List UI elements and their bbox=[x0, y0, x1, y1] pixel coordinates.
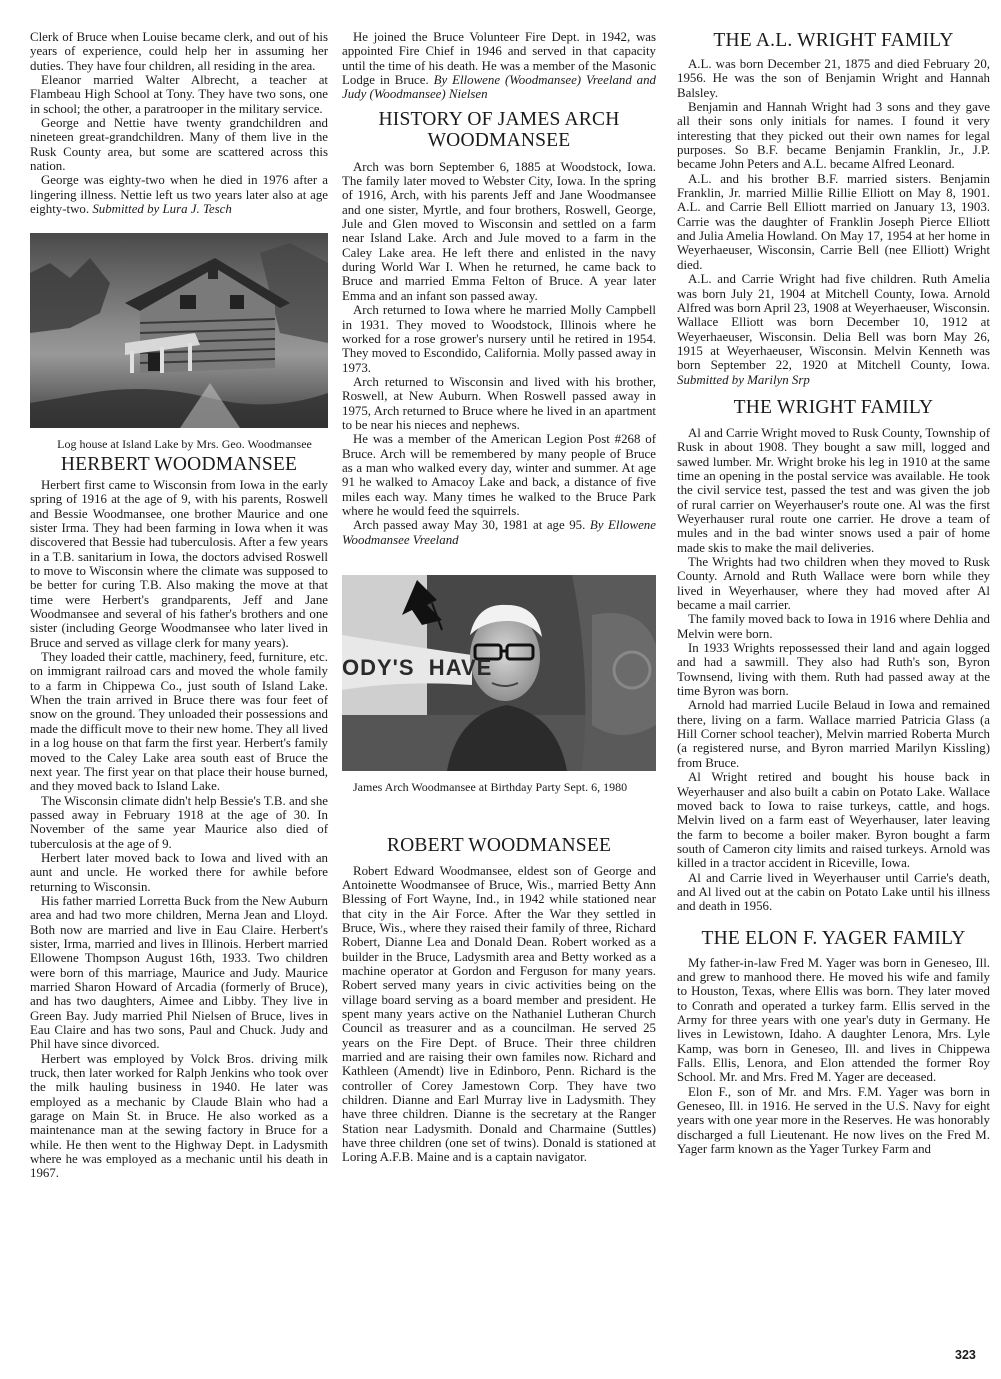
paragraph: Clerk of Bruce when Louise became clerk, and out of his years of experience, could help her in assuming her duties. They have four children, all residing in the area. bbox=[30, 30, 328, 73]
paragraph: George and Nettie have twenty grandchildren and nineteen great-grandchildren. Many of them live in the Rusk County area, but some are scattered across this nation. bbox=[30, 116, 328, 174]
section-heading: THE ELON F. YAGER FAMILY bbox=[701, 927, 966, 949]
paragraph bbox=[342, 518, 656, 547]
section-heading: HERBERT WOODMANSEE bbox=[60, 453, 298, 475]
paragraph: My father-in-law Fred M. Yager was born in Geneseo, Ill. and grew to manhood there. He moved his wife and family to Houston, Texas, where Ellis was born. They later moved to Conrath and operated a turkey farm. Ellis served in the Army for three years with one year's duty in Germany. He lives in Lewistown, Idaho. A daughter Lenora, Mrs. Lyle Kamp, was born in Geneseo, Ill. and lives in Chippewa Falls. Ellis, Lenora, and Elon attended the former Roy School. Mr. and Mrs. Fred M. Yager are deceased. bbox=[677, 955, 990, 1085]
section-heading: ROBERT WOODMANSEE bbox=[386, 834, 612, 856]
paragraph: The Wisconsin climate didn't help Bessie's T.B. and she passed away in February 1918 at the age of 30. In November of the same year Maurice also died of tuberculosis at the age of 9. bbox=[30, 793, 328, 851]
column-3 bbox=[677, 30, 990, 1156]
section-heading: THE WRIGHT FAMILY bbox=[733, 396, 934, 418]
paragraph: The Wrights had two children when they moved to Rusk County. Arnold and Ruth Wallace were born while they lived in Weyerhauser, where they had moved after Al became a mail carrier. bbox=[677, 555, 990, 613]
paragraph: They loaded their cattle, machinery, feed, furniture, etc. on immigrant railroad cars and moved the whole family to a farm in Chippewa Co., just south of Island Lake. When the train arrived in Bruce there was four feet of snow on the ground. They unloaded their possessions and made the difficult move to their new home. They all lived in a log house on that farm the first year. Herbert's family moved to the Caley Lake area south east of Bruce the next year. The first year on that place their house burned, and they moved back to Island Lake. bbox=[30, 650, 328, 794]
paragraph: Robert Edward Woodmansee, eldest son of George and Antoinette Woodmansee of Bruce, Wis., married Betty Ann Blessing of Fort Wayne, Ind., in 1942 while stationed near that city in the Air Force. After the War they settled in Bruce, Wis., where they raised their family of three, Richard Robert, Dianne Lea and Donald Dean. Robert worked as a builder in the Bruce, Ladysmith area and Betty worked as a machine operator at Gordon and Ferguson for many years. Robert served many years in civic activities being on the village board serving as a board member and president. He spent many years active on the Nathaniel Lutheran Church Council as treasurer and as a councilman. He served 25 years on the Fire Dept. of Bruce. Their three children married and are raising their own familes now. Richard and Kathleen (Amendt) live in Edinboro, Penn. Richard is the controller of Corey Jamestown Corp. They have two children. Dianne and Earl Murray live in Ladysmith. They have three children. Dianne is the secretary at the Ranger Station near Ladysmith. Donald and Charmaine (Suttles) have three children (one set of twins). Donald is stationed at Loring A.F.B. Maine and is a captain navigator. bbox=[342, 863, 656, 1165]
paragraph: Al Wright retired and bought his house back in Weyerhauser and also built a cabin on Potato Lake. Wallace moved back to Iowa to raise turkeys, cattle, and hogs. Melvin lived on a farm east of Weyerhauser, later leaving the farm to become a boiler maker. Byron bought a farm south of Cameron city limits and raised turkeys. Arnold was killed in a tractor accident in Riceville, Iowa. bbox=[677, 770, 990, 871]
paragraph: In 1933 Wrights repossessed their land and again logged and had a sawmill. They also had Ruth's son, Byron Townsend, living with them. Ruth had passed away at the time Byron was born. bbox=[677, 641, 990, 699]
photo-caption: Log house at Island Lake by Mrs. Geo. Woodmansee bbox=[57, 437, 312, 452]
paragraph: Eleanor married Walter Albrecht, a teacher at Flambeau High School at Tony. They have two sons, one in school; the other, a paratrooper in the military service. bbox=[30, 73, 328, 116]
section-heading: HISTORY OF JAMES ARCH WOODMANSEE bbox=[378, 108, 620, 151]
byline: Submitted by Marilyn Srp bbox=[677, 372, 810, 387]
paragraph bbox=[342, 30, 656, 102]
paragraph: He was a member of the American Legion Post #268 of Bruce. Arch will be remembered by many people of Bruce as a man who walked every day, winter and summer. At age 91 he walked to Amacoy Lake and back, a distance of five miles each way. Many times he walked to the Bruce Park where he would feed the squirrels. bbox=[342, 432, 656, 518]
paragraph-text: Arch passed away May 30, 1981 at age 95. bbox=[353, 518, 586, 533]
photo-caption: James Arch Woodmansee at Birthday Party Sept. 6, 1980 bbox=[353, 780, 628, 794]
log-house-photo bbox=[30, 233, 328, 428]
byline: By Ellowene (Woodmansee) Vreeland and Judy (Woodmansee) Nielsen bbox=[342, 73, 656, 102]
byline: Submitted by Lura J. Tesch bbox=[92, 202, 232, 217]
byline: By Ellowene Woodmansee Vreeland bbox=[342, 518, 656, 547]
paragraph bbox=[677, 272, 990, 387]
paragraph: Elon F., son of Mr. and Mrs. F.M. Yager was born in Geneseo, Ill. in 1916. He served in the U.S. Navy for eight years with one year more in the Reserves. He was honorably discharged a full Lieutenant. He now lives on the Fred M. Yager farm known as the Yager Turkey Farm and bbox=[677, 1084, 990, 1157]
paragraph bbox=[30, 173, 328, 216]
paragraph: Benjamin and Hannah Wright had 3 sons and they gave all their sons only initials for names. I found it very interesting that they picked out their own names for legal purposes. So B.F. became Benjamin Franklin, Jr., J.P. became John Peters and A.L. became Alfred Leonard. bbox=[677, 100, 990, 172]
paragraph-text: A.L. and Carrie Wright had five children. Ruth Amelia was born July 21, 1904 at Mitchell County, Iowa. Arnold Alfred was born April 23, 1908 at Weyerhaeuser, Wisconsin. Wallace Elliott was born December 10, 1912 at Weyerhaeuser, Wisconsin. Delia Bell was born May 26, 1915 at Weyerhaeuser, Wisconsin. Melvin Kenneth was born September 22, 1920 at Mitchell County, Iowa. bbox=[677, 272, 990, 373]
paragraph: Arch was born September 6, 1885 at Woodstock, Iowa. The family later moved to Webster City, Iowa. In the spring of 1916, Arch, with his parents Jeff and Jane Woodmansee and one sister, Myrtle, and four brothers, Roswell, George, Jule and Glen moved to Wisconsin and settled on a farm near Island Lake. Arch and Jule moved to a farm in the Caley Lake area. He left there and enlisted in the navy during World War I. When he returned, he came back to Bruce and married Emma Felton of Bruce. A year later Emma and an infant son passed away. bbox=[342, 159, 656, 303]
page-number: 323 bbox=[955, 1348, 976, 1362]
paragraph: Arch returned to Wisconsin and lived with his brother, Roswell, at New Auburn. When Roswell passed away in 1975, Arch returned to Bruce where he lived in an apartment to be near his nieces and nephews. bbox=[342, 374, 656, 432]
paragraph: Herbert first came to Wisconsin from Iowa in the early spring of 1916 at the age of 9, with his parents, Roswell and Bessie Woodmansee, one brother Maurice and one sister Irma. They had been farming in Iowa when it was discovered that Bessie had tuberculosis. After a few years in a T.B. sanitarium in Iowa, the doctors advised Roswell to move to Wisconsin where the climate was supposed to be better for curing T.B. Also making the move at that time were Herbert's grandparents, Jeff and Jane Woodmansee and several of his father's brothers and one sister (including George Woodmansee who later lived in Bruce and served as village clerk for many years). bbox=[30, 477, 328, 650]
paragraph: Arch returned to Iowa where he married Molly Campbell in 1931. They moved to Woodstock, Illinois where he worked for a rose grower's nursery until he retired in 1954. They moved to Escondido, California. Molly passed away in 1973. bbox=[342, 303, 656, 375]
paragraph: Al and Carrie Wright moved to Rusk County, Township of Rusk in about 1908. They bought a saw mill, logged and sawed lumber. Mr. Wright broke his leg in 1910 at the same time an opening in the postal service was available. He took the civil service test, passed the test and was given the job of rural carrier on Weyerhauser's route one. Al was the first Weyerhauser rural route one carrier. He drove a team of mules and in the bad winter snows used a pair of home made skis to make the mail deliveries. bbox=[677, 425, 990, 555]
section-heading: THE A.L. WRIGHT FAMILY bbox=[713, 30, 954, 51]
paragraph: The family moved back to Iowa in 1916 where Dehlia and Melvin were born. bbox=[677, 612, 990, 641]
paragraph: Al and Carrie lived in Weyerhauser until Carrie's death, and Al lived out at the cabin on Potato Lake until his illness and death in 1956. bbox=[677, 870, 990, 914]
banner-text: ODY'S HAVE bbox=[342, 655, 493, 680]
paragraph: Herbert later moved back to Iowa and lived with an aunt and uncle. He worked there for awhile before returning to Wisconsin. bbox=[30, 850, 328, 894]
column-2 bbox=[342, 30, 656, 1165]
log-house-painting bbox=[30, 233, 328, 428]
birthday-party-photo bbox=[342, 575, 656, 771]
column-1 bbox=[30, 30, 328, 1181]
paragraph: Arnold had married Lucile Belaud in Iowa and remained there, living on a farm. Wallace married Patricia Glass (a Hill Corner school teacher), Melvin married Roberta Murch (a registered nurse, and Byron married Marilyn Kissling) from Bruce. bbox=[677, 698, 990, 770]
paragraph: His father married Lorretta Buck from the New Auburn area and had two more children, Merna Jean and Lloyd. Both now are married and live in Eau Claire. Herbert's sister, Irma, married and lives in Illinois. Herbert married Ellowene Thompson August 16th, 1933. Two children were born of this marriage, Maurice and Judy. Maurice married Sharon Howard of Arcadia (formerly of Bruce), and has two daughters, Aimee and Libby. They live in Green Bay. Judy married Phil Nielsen of Bruce, lives in Eau Claire and has two sons, Paul and Chuck. Judy and Phil have since divorced. bbox=[30, 893, 328, 1052]
paragraph-text: George was eighty-two when he died in 1976 after a lingering illness. Nettie left us two years later also at age eighty-two. bbox=[30, 173, 328, 217]
paragraph: A.L. was born December 21, 1875 and died February 20, 1956. He was the son of Benjamin Wright and Hannah Balsley. bbox=[677, 57, 990, 100]
paragraph: Herbert was employed by Volck Bros. driving milk truck, then later worked for Ralph Jenkins who took over the milk hauling business in 1940. He later was employed as a mechanic by Claude Blain who had a garage on Main St. in Bruce. He also worked as a maintenance man at the sewing factory in Bruce for a while. He then went to the Highway Dept. in Ladysmith where he was employed as a mechanic until his death in 1967. bbox=[30, 1051, 328, 1181]
paragraph-text: He joined the Bruce Volunteer Fire Dept. in 1942, was appointed Fire Chief in 1946 and served in that capacity until the time of his death. He was a member of the Masonic Lodge in Bruce. bbox=[342, 30, 656, 88]
paragraph: A.L. and his brother B.F. married sisters. Benjamin Franklin, Jr. married Millie Rillie Elliott on May 8, 1901. A.L. and Carrie Bell Elliott married on January 13, 1903. Carrie was the daughter of Franklin Joseph Pierce Elliott and Julia Amelia Howland. On May 17, 1954 at her home in Weyerhaeuser, Wisconsin, Carrie Bell (nee Elliott) Wright died. bbox=[677, 171, 990, 272]
